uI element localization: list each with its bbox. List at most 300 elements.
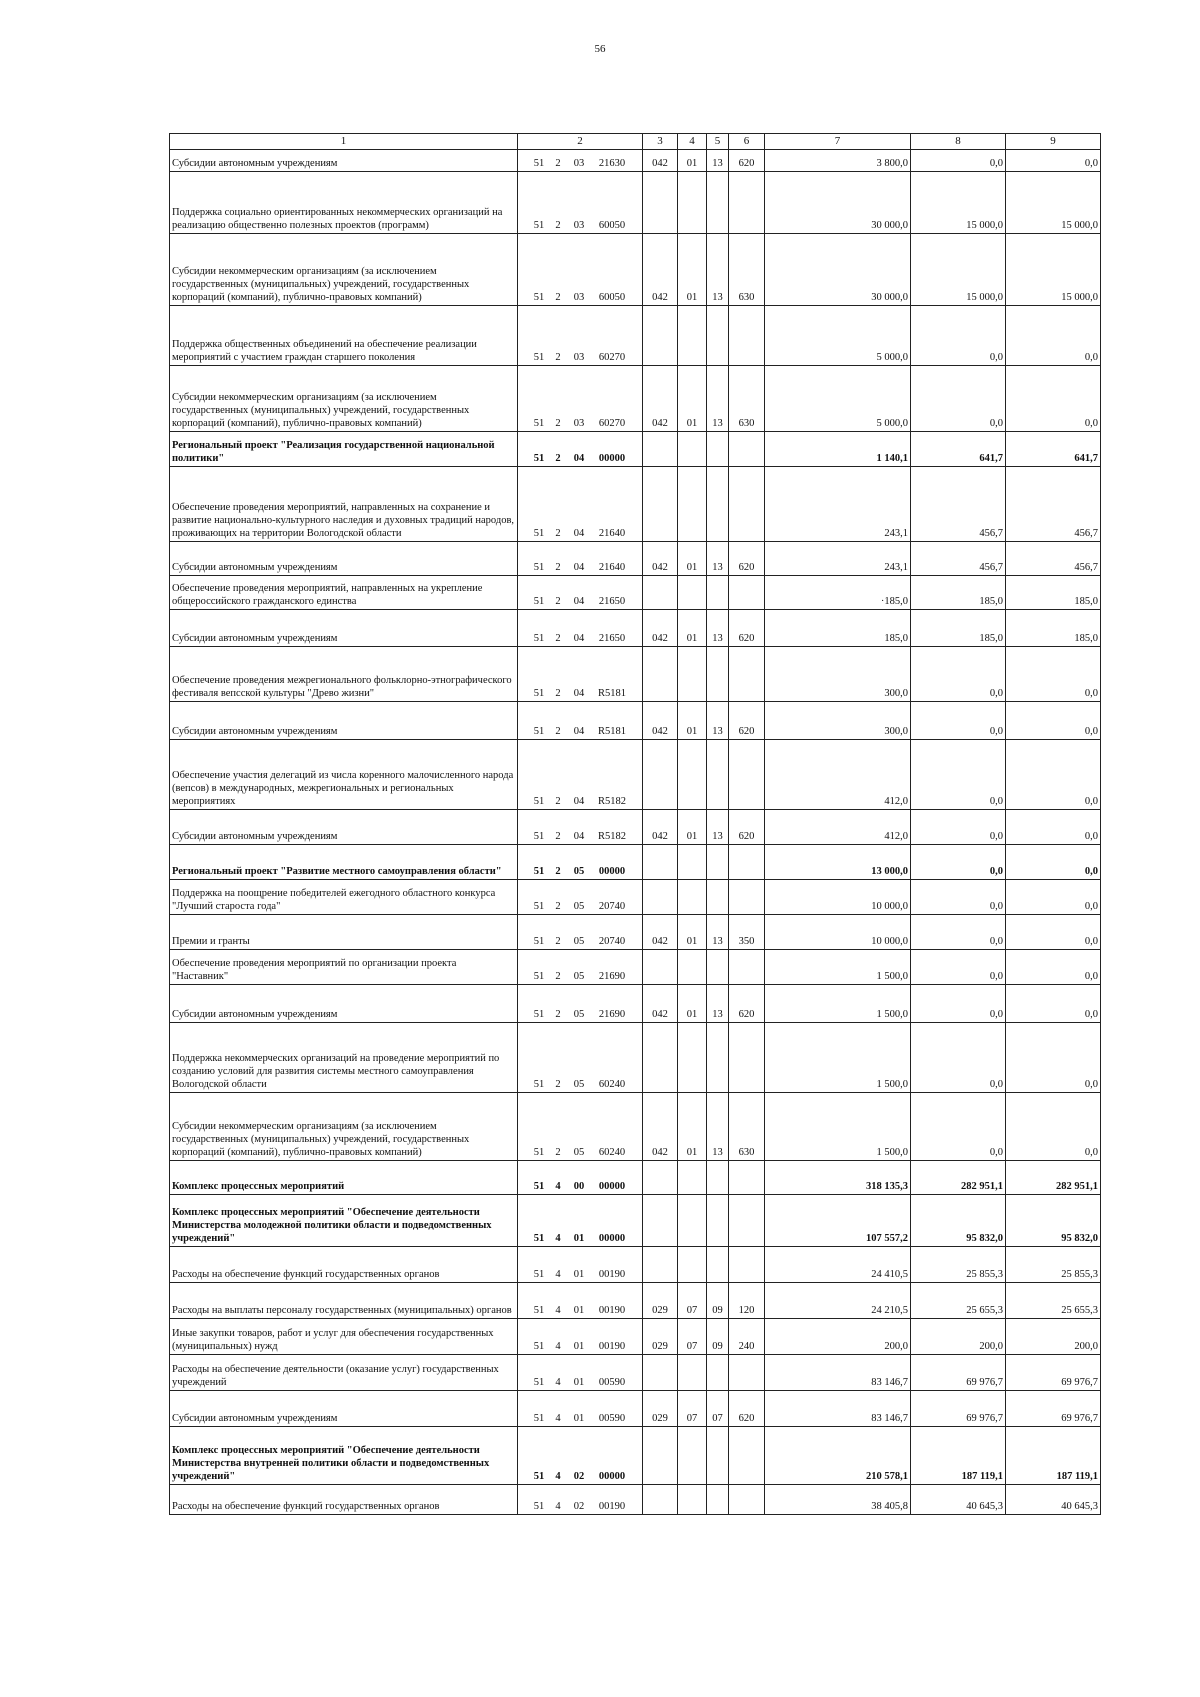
row-name: Субсидии некоммерческим организациям (за исключением государственных (муниципальных) учреждений, государственных корпораций (компаний), публично-правовых компаний) xyxy=(170,366,518,432)
row-value-7: 300,0 xyxy=(765,702,911,740)
code-part: 03 xyxy=(573,417,585,429)
row-value-7: 5 000,0 xyxy=(765,306,911,366)
code-part: 21640 xyxy=(598,561,626,573)
table-row xyxy=(170,740,1101,810)
row-code xyxy=(518,234,643,306)
row-col-4: 01 xyxy=(678,234,707,306)
row-code xyxy=(518,306,643,366)
table-row xyxy=(170,1247,1101,1283)
row-col-5 xyxy=(707,172,729,234)
header-col-2: 2 xyxy=(518,134,643,150)
code-part: 4 xyxy=(555,1376,561,1388)
code-part: 21690 xyxy=(598,970,626,982)
row-col-6 xyxy=(729,880,765,915)
row-code xyxy=(518,1247,643,1283)
code-part: 05 xyxy=(573,865,585,877)
row-value-9: 0,0 xyxy=(1006,845,1101,880)
table-row xyxy=(170,1355,1101,1391)
row-col-3 xyxy=(643,950,678,985)
row-col-4: 01 xyxy=(678,1093,707,1161)
row-value-9: 40 645,3 xyxy=(1006,1485,1101,1515)
code-part: 2 xyxy=(555,970,561,982)
row-col-3 xyxy=(643,467,678,542)
row-name: Субсидии автономным учреждениям xyxy=(170,150,518,172)
row-value-7: 10 000,0 xyxy=(765,880,911,915)
code-part: R5181 xyxy=(597,687,626,699)
row-col-6: 620 xyxy=(729,542,765,576)
row-col-3 xyxy=(643,740,678,810)
code-part: 21650 xyxy=(598,632,626,644)
code-part: 00 xyxy=(573,1180,585,1192)
code-part: 51 xyxy=(533,561,545,573)
header-col-4: 4 xyxy=(678,134,707,150)
code-part: 51 xyxy=(533,1232,545,1244)
row-col-5 xyxy=(707,432,729,467)
row-value-8: 25 655,3 xyxy=(911,1283,1006,1319)
row-value-9: 0,0 xyxy=(1006,306,1101,366)
row-code xyxy=(518,150,643,172)
row-name: Поддержка общественных объединений на обеспечение реализации мероприятий с участием граждан старшего поколения xyxy=(170,306,518,366)
code-part: 04 xyxy=(573,830,585,842)
code-part: 60050 xyxy=(598,219,626,231)
row-col-6 xyxy=(729,950,765,985)
code-part: 51 xyxy=(533,1146,545,1158)
row-code xyxy=(518,950,643,985)
row-col-4 xyxy=(678,432,707,467)
row-value-7: 1 500,0 xyxy=(765,985,911,1023)
code-part: 2 xyxy=(555,935,561,947)
row-value-7: 24 210,5 xyxy=(765,1283,911,1319)
row-col-3: 042 xyxy=(643,234,678,306)
row-value-8: 0,0 xyxy=(911,810,1006,845)
row-value-8: 456,7 xyxy=(911,542,1006,576)
row-name: Субсидии автономным учреждениям xyxy=(170,610,518,647)
row-col-4 xyxy=(678,576,707,610)
table-row xyxy=(170,1093,1101,1161)
budget-table xyxy=(169,133,1101,1515)
code-part: 02 xyxy=(573,1470,585,1482)
row-col-3 xyxy=(643,845,678,880)
row-value-8: 0,0 xyxy=(911,950,1006,985)
code-part: 04 xyxy=(573,632,585,644)
row-col-5: 13 xyxy=(707,985,729,1023)
table-row xyxy=(170,1023,1101,1093)
code-part: 51 xyxy=(533,970,545,982)
row-name: Поддержка социально ориентированных некоммерческих организаций на реализацию общественно полезных проектов (программ) xyxy=(170,172,518,234)
row-value-8: 0,0 xyxy=(911,306,1006,366)
row-value-9: 0,0 xyxy=(1006,647,1101,702)
code-part: 04 xyxy=(573,595,585,607)
row-value-7: 30 000,0 xyxy=(765,172,911,234)
row-name: Премии и гранты xyxy=(170,915,518,950)
table-row xyxy=(170,985,1101,1023)
row-value-9: 0,0 xyxy=(1006,985,1101,1023)
row-name: Расходы на выплаты персоналу государственных (муниципальных) органов xyxy=(170,1283,518,1319)
code-part: 51 xyxy=(533,1008,545,1020)
row-value-9: 282 951,1 xyxy=(1006,1161,1101,1195)
table-row xyxy=(170,1161,1101,1195)
row-code xyxy=(518,915,643,950)
row-col-6: 240 xyxy=(729,1319,765,1355)
row-col-6 xyxy=(729,740,765,810)
row-col-5: 09 xyxy=(707,1319,729,1355)
row-col-5: 07 xyxy=(707,1391,729,1427)
code-part: 2 xyxy=(555,900,561,912)
row-value-7: 1 500,0 xyxy=(765,950,911,985)
code-part: 51 xyxy=(533,351,545,363)
row-value-7: 24 410,5 xyxy=(765,1247,911,1283)
code-part: 2 xyxy=(555,291,561,303)
row-col-5 xyxy=(707,1355,729,1391)
row-value-8: 282 951,1 xyxy=(911,1161,1006,1195)
row-col-4 xyxy=(678,1161,707,1195)
row-col-4 xyxy=(678,467,707,542)
row-col-6 xyxy=(729,1485,765,1515)
row-col-6 xyxy=(729,1023,765,1093)
code-part: 60240 xyxy=(598,1146,626,1158)
row-code xyxy=(518,542,643,576)
row-name: Иные закупки товаров, работ и услуг для обеспечения государственных (муниципальных) нужд xyxy=(170,1319,518,1355)
row-name: Субсидии некоммерческим организациям (за исключением государственных (муниципальных) учреждений, государственных корпораций (компаний), публично-правовых компаний) xyxy=(170,234,518,306)
row-col-6: 620 xyxy=(729,702,765,740)
row-value-8: 0,0 xyxy=(911,845,1006,880)
table-body xyxy=(170,150,1101,1515)
row-col-4 xyxy=(678,1195,707,1247)
row-col-4 xyxy=(678,306,707,366)
row-value-8: 95 832,0 xyxy=(911,1195,1006,1247)
code-part: 2 xyxy=(555,1146,561,1158)
row-value-7: 300,0 xyxy=(765,647,911,702)
row-col-5: 13 xyxy=(707,610,729,647)
row-name: Расходы на обеспечение деятельности (оказание услуг) государственных учреждений xyxy=(170,1355,518,1391)
row-name: Поддержка на поощрение победителей ежегодного областного конкурса "Лучший староста года" xyxy=(170,880,518,915)
row-col-3 xyxy=(643,1427,678,1485)
code-part: 4 xyxy=(555,1412,561,1424)
row-col-5: 13 xyxy=(707,234,729,306)
row-code xyxy=(518,845,643,880)
code-part: 51 xyxy=(533,291,545,303)
row-col-3 xyxy=(643,306,678,366)
row-value-7: 30 000,0 xyxy=(765,234,911,306)
table-row xyxy=(170,172,1101,234)
row-col-5 xyxy=(707,1427,729,1485)
code-part: 20740 xyxy=(598,900,626,912)
code-part: 2 xyxy=(555,157,561,169)
header-col-1: 1 xyxy=(170,134,518,150)
row-col-3 xyxy=(643,1485,678,1515)
code-part: R5182 xyxy=(597,830,626,842)
row-col-5: 13 xyxy=(707,810,729,845)
row-value-7: 210 578,1 xyxy=(765,1427,911,1485)
row-value-7: 243,1 xyxy=(765,542,911,576)
row-name: Субсидии автономным учреждениям xyxy=(170,702,518,740)
table-row xyxy=(170,915,1101,950)
row-code xyxy=(518,647,643,702)
code-part: 01 xyxy=(573,1376,585,1388)
row-col-5 xyxy=(707,467,729,542)
row-col-6 xyxy=(729,647,765,702)
row-code xyxy=(518,432,643,467)
row-code xyxy=(518,1485,643,1515)
table-row xyxy=(170,845,1101,880)
row-col-6 xyxy=(729,306,765,366)
code-part: 51 xyxy=(533,865,545,877)
row-value-7: 200,0 xyxy=(765,1319,911,1355)
header-col-7: 7 xyxy=(765,134,911,150)
code-part: 51 xyxy=(533,1340,545,1352)
code-part: 51 xyxy=(533,527,545,539)
row-col-3: 042 xyxy=(643,985,678,1023)
row-col-5 xyxy=(707,1485,729,1515)
row-value-9: 200,0 xyxy=(1006,1319,1101,1355)
row-value-9: 69 976,7 xyxy=(1006,1391,1101,1427)
row-value-9: 0,0 xyxy=(1006,150,1101,172)
row-col-3 xyxy=(643,172,678,234)
row-col-5: 13 xyxy=(707,542,729,576)
row-value-9: 15 000,0 xyxy=(1006,172,1101,234)
row-col-3 xyxy=(643,647,678,702)
header-col-6: 6 xyxy=(729,134,765,150)
row-value-7: 83 146,7 xyxy=(765,1391,911,1427)
row-value-8: 15 000,0 xyxy=(911,172,1006,234)
code-part: 00190 xyxy=(598,1340,626,1352)
row-col-3 xyxy=(643,1023,678,1093)
row-value-9: 15 000,0 xyxy=(1006,234,1101,306)
row-code xyxy=(518,576,643,610)
row-value-7: 1 500,0 xyxy=(765,1023,911,1093)
row-code xyxy=(518,1023,643,1093)
row-col-5 xyxy=(707,880,729,915)
row-name: Комплекс процессных мероприятий "Обеспечение деятельности Министерства молодежной политики области и подведомственных учреждений" xyxy=(170,1195,518,1247)
row-col-5: 13 xyxy=(707,702,729,740)
code-part: 01 xyxy=(573,1232,585,1244)
code-part: 01 xyxy=(573,1304,585,1316)
row-col-4 xyxy=(678,647,707,702)
row-col-6: 620 xyxy=(729,810,765,845)
row-code xyxy=(518,880,643,915)
row-code xyxy=(518,1355,643,1391)
code-part: 01 xyxy=(573,1412,585,1424)
code-part: R5181 xyxy=(597,725,626,737)
code-part: 4 xyxy=(555,1232,561,1244)
row-value-8: 0,0 xyxy=(911,915,1006,950)
row-value-9: 69 976,7 xyxy=(1006,1355,1101,1391)
table-row xyxy=(170,702,1101,740)
row-value-8: 69 976,7 xyxy=(911,1391,1006,1427)
row-name: Субсидии автономным учреждениям xyxy=(170,985,518,1023)
row-code xyxy=(518,1195,643,1247)
code-part: 01 xyxy=(573,1268,585,1280)
row-col-6 xyxy=(729,1355,765,1391)
row-col-5 xyxy=(707,1247,729,1283)
table-row xyxy=(170,467,1101,542)
code-part: 00190 xyxy=(598,1500,626,1512)
row-col-5 xyxy=(707,950,729,985)
code-part: 2 xyxy=(555,561,561,573)
row-code xyxy=(518,1427,643,1485)
row-col-5 xyxy=(707,740,729,810)
code-part: 02 xyxy=(573,1500,585,1512)
code-part: 2 xyxy=(555,632,561,644)
code-part: 03 xyxy=(573,219,585,231)
row-col-4: 01 xyxy=(678,985,707,1023)
row-col-5 xyxy=(707,576,729,610)
table-row xyxy=(170,542,1101,576)
code-part: 21690 xyxy=(598,1008,626,1020)
row-col-5 xyxy=(707,1161,729,1195)
code-part: 00590 xyxy=(598,1412,626,1424)
code-part: 00000 xyxy=(598,452,626,464)
code-part: 4 xyxy=(555,1180,561,1192)
row-value-8: 0,0 xyxy=(911,647,1006,702)
code-part: 04 xyxy=(573,795,585,807)
row-value-9: 0,0 xyxy=(1006,740,1101,810)
code-part: 2 xyxy=(555,865,561,877)
row-name: Расходы на обеспечение функций государственных органов xyxy=(170,1485,518,1515)
code-part: R5182 xyxy=(597,795,626,807)
code-part: 51 xyxy=(533,687,545,699)
code-part: 60270 xyxy=(598,417,626,429)
row-col-3: 042 xyxy=(643,1093,678,1161)
row-value-8: 456,7 xyxy=(911,467,1006,542)
code-part: 51 xyxy=(533,1304,545,1316)
code-part: 03 xyxy=(573,157,585,169)
row-code xyxy=(518,610,643,647)
row-col-6 xyxy=(729,1195,765,1247)
row-value-8: 185,0 xyxy=(911,610,1006,647)
code-part: 21640 xyxy=(598,527,626,539)
row-value-9: 0,0 xyxy=(1006,810,1101,845)
code-part: 2 xyxy=(555,830,561,842)
row-value-7: 1 500,0 xyxy=(765,1093,911,1161)
row-value-9: 641,7 xyxy=(1006,432,1101,467)
code-part: 2 xyxy=(555,595,561,607)
header-col-9: 9 xyxy=(1006,134,1101,150)
row-value-9: 185,0 xyxy=(1006,576,1101,610)
table-row xyxy=(170,366,1101,432)
row-col-3 xyxy=(643,576,678,610)
code-part: 2 xyxy=(555,452,561,464)
code-part: 60050 xyxy=(598,291,626,303)
code-part: 21630 xyxy=(598,157,626,169)
row-value-7: 5 000,0 xyxy=(765,366,911,432)
code-part: 00000 xyxy=(598,1180,626,1192)
code-part: 51 xyxy=(533,935,545,947)
code-part: 03 xyxy=(573,291,585,303)
row-col-4: 07 xyxy=(678,1283,707,1319)
row-col-3: 042 xyxy=(643,915,678,950)
row-col-3: 029 xyxy=(643,1283,678,1319)
row-col-6 xyxy=(729,172,765,234)
code-part: 51 xyxy=(533,1180,545,1192)
row-col-6 xyxy=(729,432,765,467)
code-part: 60270 xyxy=(598,351,626,363)
code-part: 51 xyxy=(533,219,545,231)
code-part: 4 xyxy=(555,1268,561,1280)
row-value-8: 0,0 xyxy=(911,150,1006,172)
row-value-7: ·185,0 xyxy=(765,576,911,610)
row-value-8: 69 976,7 xyxy=(911,1355,1006,1391)
row-col-6: 620 xyxy=(729,985,765,1023)
code-part: 51 xyxy=(533,157,545,169)
row-name: Региональный проект "Реализация государственной национальной политики" xyxy=(170,432,518,467)
row-value-8: 15 000,0 xyxy=(911,234,1006,306)
code-part: 2 xyxy=(555,1078,561,1090)
code-part: 20740 xyxy=(598,935,626,947)
row-col-5 xyxy=(707,647,729,702)
table-row xyxy=(170,576,1101,610)
code-part: 05 xyxy=(573,935,585,947)
row-col-4 xyxy=(678,1247,707,1283)
header-col-8: 8 xyxy=(911,134,1006,150)
row-code xyxy=(518,985,643,1023)
row-col-3: 029 xyxy=(643,1319,678,1355)
table-row xyxy=(170,234,1101,306)
code-part: 00000 xyxy=(598,1232,626,1244)
row-value-9: 0,0 xyxy=(1006,1093,1101,1161)
row-col-6 xyxy=(729,1427,765,1485)
row-col-3 xyxy=(643,1195,678,1247)
row-value-8: 0,0 xyxy=(911,366,1006,432)
row-value-8: 200,0 xyxy=(911,1319,1006,1355)
row-col-3 xyxy=(643,1161,678,1195)
row-col-6: 620 xyxy=(729,610,765,647)
row-value-8: 0,0 xyxy=(911,702,1006,740)
code-part: 21650 xyxy=(598,595,626,607)
row-col-6: 620 xyxy=(729,1391,765,1427)
row-col-3: 042 xyxy=(643,150,678,172)
code-part: 01 xyxy=(573,1340,585,1352)
row-col-6 xyxy=(729,467,765,542)
row-value-9: 25 655,3 xyxy=(1006,1283,1101,1319)
code-part: 04 xyxy=(573,452,585,464)
row-value-9: 0,0 xyxy=(1006,950,1101,985)
code-part: 51 xyxy=(533,830,545,842)
row-col-6 xyxy=(729,1161,765,1195)
code-part: 51 xyxy=(533,1500,545,1512)
row-name: Субсидии некоммерческим организациям (за исключением государственных (муниципальных) учреждений, государственных корпораций (компаний), публично-правовых компаний) xyxy=(170,1093,518,1161)
code-part: 4 xyxy=(555,1340,561,1352)
row-col-6: 630 xyxy=(729,1093,765,1161)
row-name: Расходы на обеспечение функций государственных органов xyxy=(170,1247,518,1283)
row-value-7: 10 000,0 xyxy=(765,915,911,950)
row-value-7: 1 140,1 xyxy=(765,432,911,467)
row-col-4 xyxy=(678,1485,707,1515)
row-name: Региональный проект "Развитие местного самоуправления области" xyxy=(170,845,518,880)
row-value-8: 0,0 xyxy=(911,880,1006,915)
table-row xyxy=(170,150,1101,172)
row-value-7: 243,1 xyxy=(765,467,911,542)
row-name: Обеспечение проведения мероприятий, направленных на сохранение и развитие национально-культурного наследия и духовных традиций народов, проживающих на территории Вологодской области xyxy=(170,467,518,542)
row-col-3: 042 xyxy=(643,366,678,432)
row-col-4 xyxy=(678,172,707,234)
code-part: 05 xyxy=(573,1008,585,1020)
table-row xyxy=(170,950,1101,985)
page-number: 56 xyxy=(594,43,606,55)
row-value-8: 0,0 xyxy=(911,985,1006,1023)
row-col-3: 042 xyxy=(643,810,678,845)
row-col-5 xyxy=(707,306,729,366)
row-col-4: 07 xyxy=(678,1391,707,1427)
row-value-9: 0,0 xyxy=(1006,702,1101,740)
code-part: 51 xyxy=(533,1470,545,1482)
row-value-9: 0,0 xyxy=(1006,1023,1101,1093)
row-col-6: 350 xyxy=(729,915,765,950)
row-name: Комплекс процессных мероприятий xyxy=(170,1161,518,1195)
row-col-6 xyxy=(729,1247,765,1283)
code-part: 05 xyxy=(573,900,585,912)
code-part: 05 xyxy=(573,970,585,982)
